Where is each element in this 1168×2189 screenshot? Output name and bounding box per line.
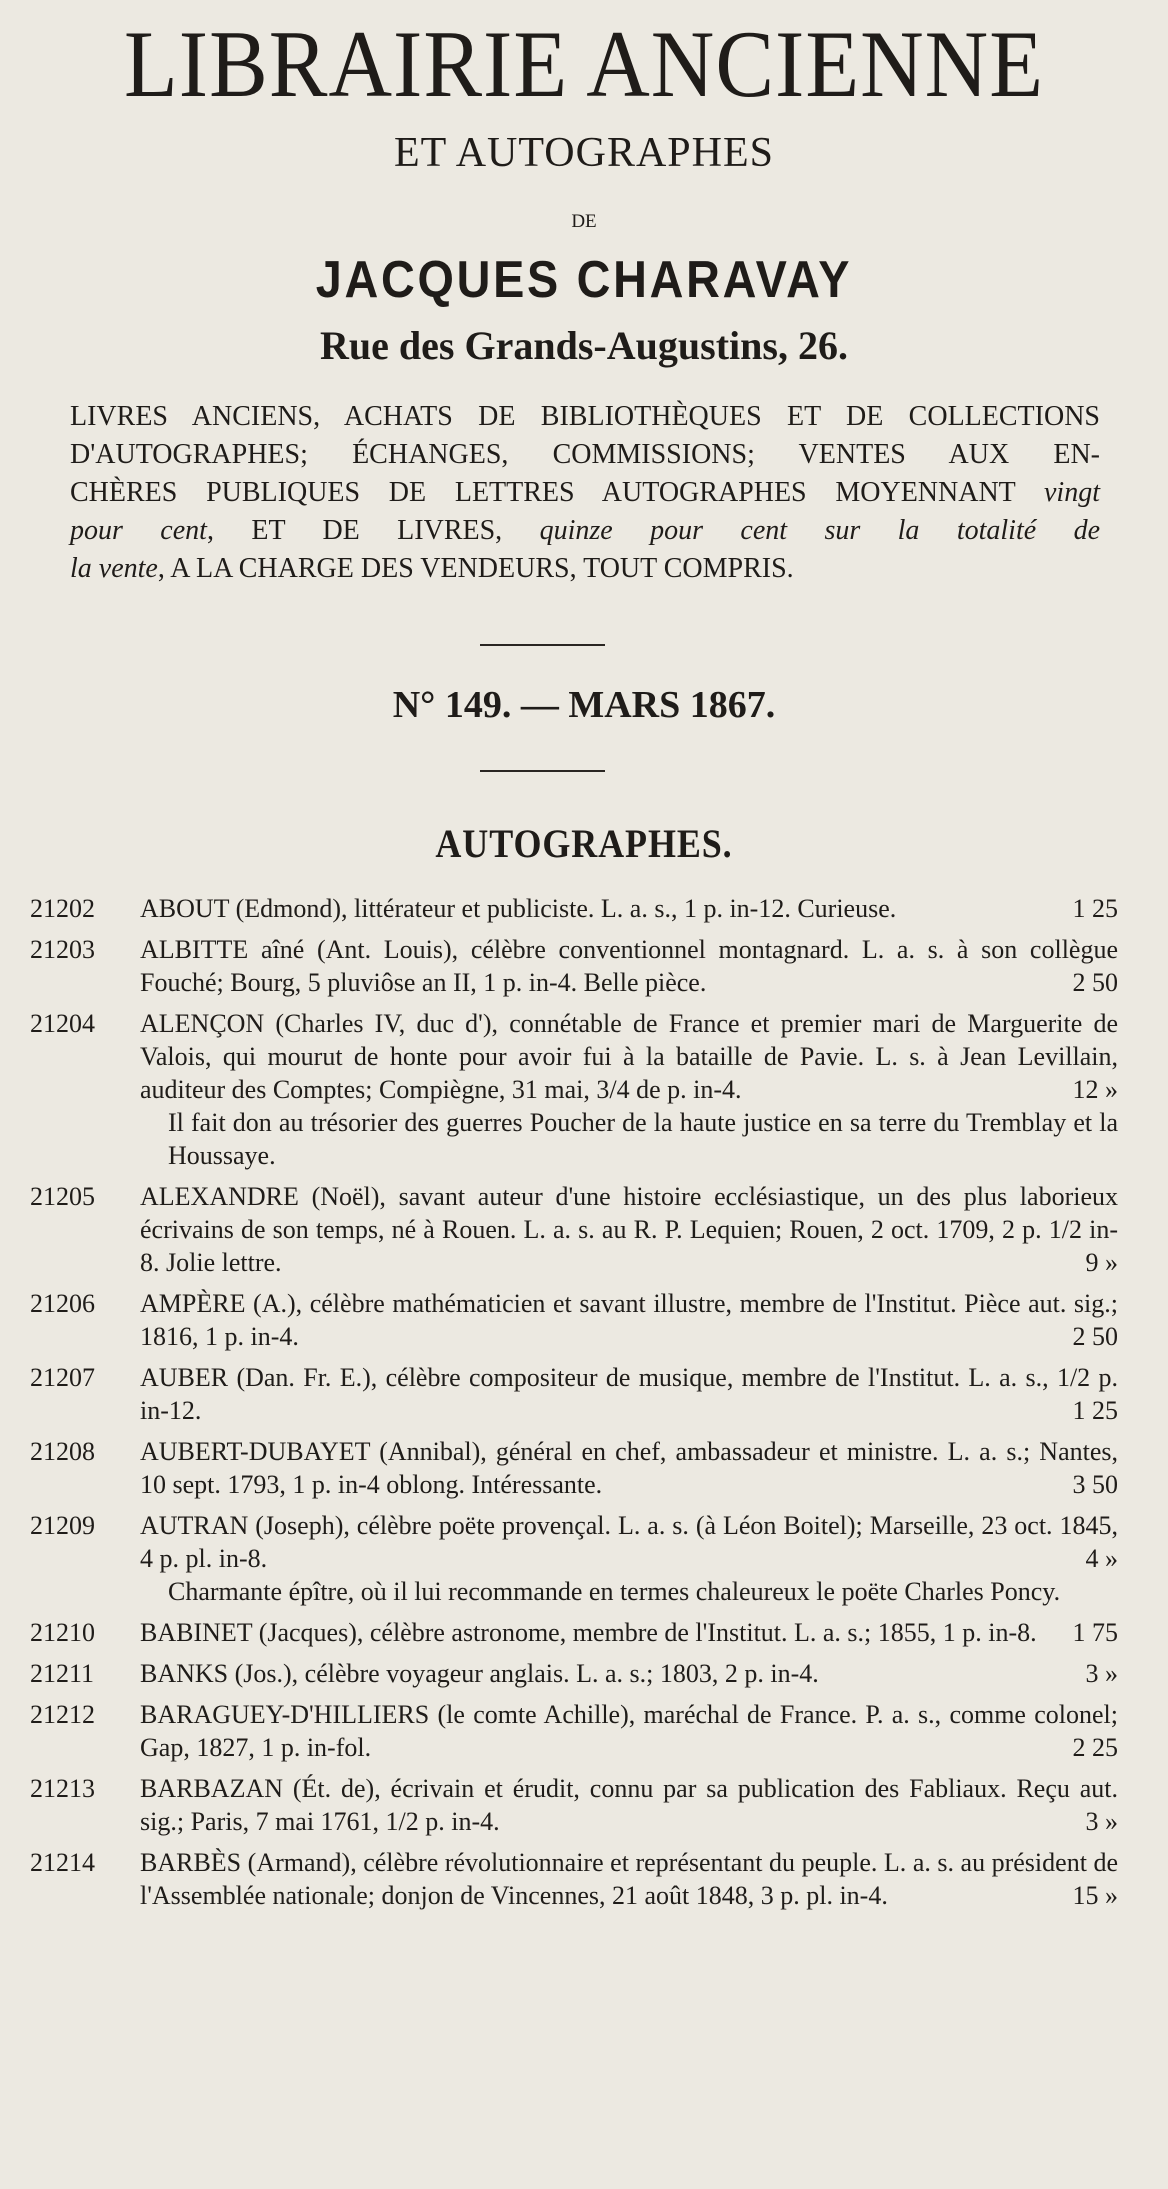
lot-number: 21207	[30, 1363, 95, 1392]
title-et-autographes: ET AUTOGRAPHES	[393, 130, 774, 176]
catalogue-entry	[30, 1287, 1118, 1353]
entry-description: BANKS (Jos.), célèbre voyageur anglais. L. a. s.; 1803, 2 p. in-4.	[140, 1659, 819, 1688]
catalogue-entry	[30, 1846, 1118, 1912]
entry-note: Charmante épître, où il lui recommande en termes chaleureux le poëte Charles Poncy.	[168, 1577, 1061, 1606]
lot-number: 21210	[30, 1618, 95, 1647]
entry-description: BARBAZAN (Ét. de), écrivain et érudit, connu par sa publication des Fabliaux. Reçu aut. sig.; Paris, 7 mai 1761, 1/2 p. in-4.	[140, 1774, 1118, 1836]
catalogue-entry	[30, 1772, 1118, 1838]
lot-number: 21202	[30, 894, 95, 923]
entry-price: 2 50	[1072, 1322, 1118, 1351]
intro-line: la vente, A LA CHARGE DES VENDEURS, TOUT COMPRIS.	[70, 553, 794, 584]
catalogue-entry	[30, 1616, 1118, 1649]
entry-description: ALENÇON (Charles IV, duc d'), connétable de France et premier mari de Marguerite de Valois, qui mourut de honte pour avoir fui à la bataille de Pavie. L. s. à Jean Levillain, auditeur des Comptes; Compiègne, 31 mai, 3/4 de p. in-4.	[140, 1009, 1118, 1104]
intro-line: D'AUTOGRAPHES; ÉCHANGES, COMMISSIONS; VENTES AUX EN-	[70, 439, 1100, 470]
catalogue-entry	[30, 1698, 1118, 1764]
catalogue-entry	[30, 1007, 1118, 1172]
entry-price: 12 »	[1072, 1075, 1118, 1104]
entries-list	[30, 892, 1118, 1920]
entry-price: 2 25	[1072, 1733, 1118, 1762]
entry-description: ALBITTE aîné (Ant. Louis), célèbre conventionnel montagnard. L. a. s. à son collègue Fouché; Bourg, 5 pluviôse an II, 1 p. in-4. Belle pièce.	[140, 935, 1118, 997]
lot-number: 21206	[30, 1289, 95, 1318]
bookseller-name: JACQUES CHARAVAY	[315, 251, 853, 309]
entry-price: 3 »	[1085, 1659, 1118, 1688]
preposition-de: DE	[571, 211, 597, 232]
entry-note: Il fait don au trésorier des guerres Poucher de la haute justice en sa terre du Tremblay et la Houssaye.	[168, 1108, 1118, 1170]
lot-number: 21209	[30, 1511, 95, 1540]
divider-rule	[480, 770, 605, 772]
entry-description: BABINET (Jacques), célèbre astronome, membre de l'Institut. L. a. s.; 1855, 1 p. in-8.	[140, 1618, 1037, 1647]
entry-description: BARAGUEY-D'HILLIERS (le comte Achille), maréchal de France. P. a. s., comme colonel; Gap, 1827, 1 p. in-fol.	[140, 1700, 1118, 1762]
entry-description: AMPÈRE (A.), célèbre mathématicien et savant illustre, membre de l'Institut. Pièce aut. sig.; 1816, 1 p. in-4.	[140, 1289, 1118, 1351]
intro-line: LIVRES ANCIENS, ACHATS DE BIBLIOTHÈQUES ET DE COLLECTIONS	[70, 401, 1100, 432]
lot-number: 21212	[30, 1700, 95, 1729]
intro-line: CHÈRES PUBLIQUES DE LETTRES AUTOGRAPHES MOYENNANT vingt	[70, 477, 1100, 508]
entry-description: ALEXANDRE (Noël), savant auteur d'une histoire ecclésiastique, un des plus laborieux écrivains de son temps, né à Rouen. L. a. s. au R. P. Lequien; Rouen, 2 oct. 1709, 2 p. 1/2 in-8. Jolie lettre.	[140, 1182, 1118, 1277]
lot-number: 21204	[30, 1009, 95, 1038]
entry-description: AUTRAN (Joseph), célèbre poëte provençal. L. a. s. (à Léon Boitel); Marseille, 23 oct. 1845, 4 p. pl. in-8.	[140, 1511, 1118, 1573]
lot-number: 21211	[30, 1659, 95, 1688]
entry-description: BARBÈS (Armand), célèbre révolutionnaire et représentant du peuple. L. a. s. au président de l'Assemblée nationale; donjon de Vincennes, 21 août 1848, 3 p. pl. in-4.	[140, 1848, 1118, 1910]
lot-number: 21214	[30, 1848, 95, 1877]
entry-description: AUBER (Dan. Fr. E.), célèbre compositeur de musique, membre de l'Institut. L. a. s., 1/2 p. in-12.	[140, 1363, 1118, 1425]
lot-number: 21205	[30, 1182, 95, 1211]
entry-price: 15 »	[1072, 1881, 1118, 1910]
entry-price: 3 »	[1085, 1807, 1118, 1836]
entry-price: 9 »	[1085, 1248, 1118, 1277]
entry-price: 1 25	[1072, 894, 1118, 923]
catalogue-entry	[30, 1657, 1118, 1690]
catalogue-entry	[30, 1509, 1118, 1608]
catalogue-entry	[30, 933, 1118, 999]
issue-number: N° 149. — MARS 1867.	[392, 684, 776, 726]
entry-price: 1 75	[1072, 1618, 1118, 1647]
catalogue-entry	[30, 892, 1118, 925]
entry-price: 2 50	[1072, 968, 1118, 997]
entry-price: 4 »	[1085, 1544, 1118, 1573]
divider-rule	[480, 644, 605, 646]
intro-paragraph	[70, 398, 1100, 588]
catalogue-entry	[30, 1435, 1118, 1501]
address: Rue des Grands-Augustins, 26.	[320, 323, 848, 368]
intro-line: pour cent, ET DE LIVRES, quinze pour cent sur la totalité de	[70, 515, 1100, 546]
entry-price: 3 50	[1072, 1470, 1118, 1499]
title-librairie-ancienne: LIBRAIRIE ANCIENNE	[124, 13, 1044, 118]
catalogue-entry	[30, 1180, 1118, 1279]
entry-price: 1 25	[1072, 1396, 1118, 1425]
entry-description: AUBERT-DUBAYET (Annibal), général en chef, ambassadeur et ministre. L. a. s.; Nantes, 10 sept. 1793, 1 p. in-4 oblong. Intéressante.	[140, 1437, 1118, 1499]
section-title: AUTOGRAPHES.	[435, 821, 733, 866]
catalogue-entry	[30, 1361, 1118, 1427]
lot-number: 21213	[30, 1774, 95, 1803]
entry-description: ABOUT (Edmond), littérateur et publiciste. L. a. s., 1 p. in-12. Curieuse.	[140, 894, 897, 923]
lot-number: 21208	[30, 1437, 95, 1466]
lot-number: 21203	[30, 935, 95, 964]
